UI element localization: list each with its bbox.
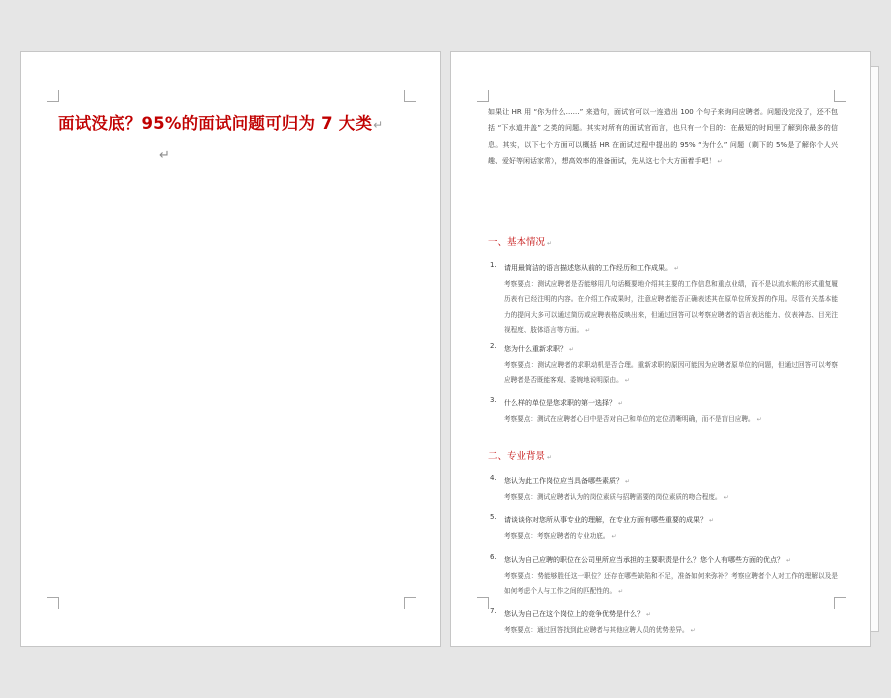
section-heading-text: 一、基本情况 <box>488 237 546 248</box>
paragraph-mark-icon: ↵ <box>674 265 680 272</box>
question-number: 5. <box>490 513 497 521</box>
margin-corner-mark <box>404 597 416 609</box>
question-text: 请用最简洁的语言描述您从前的工作经历和工作成果。 <box>504 264 672 272</box>
margin-corner-mark <box>834 90 846 102</box>
paragraph-mark-icon: ↵ <box>756 415 762 423</box>
document-page-1[interactable] <box>20 51 441 647</box>
question-item-6[interactable] <box>488 553 838 600</box>
section-heading-text: 二、专业背景 <box>488 451 546 462</box>
empty-paragraph-mark-icon: ↵ <box>159 148 170 163</box>
question-item-4[interactable] <box>488 474 838 505</box>
question-number: 4. <box>490 474 497 482</box>
question-text: 什么样的单位是您求职的第一选择？ <box>504 399 616 407</box>
question-note: 考察要点：势能够胜任这一职位？还存在哪些缺陷和不足，准备如何来弥补？考察应聘者个人对工作的理解以及是如何考虑个人与工作之间的匹配性的。 <box>504 571 838 595</box>
paragraph-mark-icon: ↵ <box>618 400 624 407</box>
question-note: 考察要点：通过回答找到此应聘者与其他应聘人员的优势差异。 <box>504 625 689 634</box>
margin-corner-mark <box>404 90 416 102</box>
paragraph-mark-icon: ↵ <box>624 377 630 384</box>
question-item-5[interactable] <box>488 513 838 544</box>
document-title-text: 面试没底？95%的面试问题可归为 7 大类 <box>58 114 373 133</box>
paragraph-mark-icon: ↵ <box>547 240 553 247</box>
question-number: 7. <box>490 607 497 615</box>
question-text: 您认为此工作岗位应当具备哪些素质？ <box>504 477 623 485</box>
question-number: 2. <box>490 342 497 350</box>
question-note: 考察要点：测试应聘者的求职动机是否合理。重新求职的原因可能因为应聘者原单位的问题，但通过回答可以考察应聘者是否既能客观、委婉地说明原由。 <box>504 360 838 384</box>
margin-corner-mark <box>47 597 59 609</box>
section-heading-professional-background[interactable] <box>488 448 552 462</box>
question-note: 考察要点：考察应聘者的专业功底。 <box>504 531 610 540</box>
question-note: 考察要点：测试应聘者认为的岗位素质与招聘需要的岗位素质的吻合程度。 <box>504 492 722 501</box>
document-title[interactable] <box>58 110 383 134</box>
paragraph-mark-icon: ↵ <box>569 346 575 353</box>
paragraph-mark-icon: ↵ <box>547 454 553 461</box>
question-item-1[interactable] <box>488 261 838 339</box>
question-item-7[interactable] <box>488 607 838 638</box>
question-note: 考察要点：测试应聘者是否能够用几句话概要地介绍其主要的工作信息和重点业绩，而不是以流水帐的形式重复履历表有已经注明的内容。在介绍工作成果时，注意应聘者能否正确表述其在原单位所发挥的作用。尽管有关基本能力的提问大多可以通过简历或应聘表格反映出来，但通过回答可以考察应聘者的语言表达能力、仪表神态、目光注视程度、肢体语言等方面。 <box>504 279 838 334</box>
question-item-2[interactable] <box>488 342 838 389</box>
paragraph-mark-icon: ↵ <box>618 588 624 595</box>
question-text: 请谈谈你对您所从事专业的理解，在专业方面有哪些重要的成果？ <box>504 516 707 524</box>
paragraph-mark-icon: ↵ <box>585 327 591 334</box>
question-item-3[interactable] <box>488 396 838 427</box>
margin-corner-mark <box>477 90 489 102</box>
document-page-2[interactable] <box>450 51 871 647</box>
paragraph-mark-icon: ↵ <box>690 626 696 634</box>
margin-corner-mark <box>47 90 59 102</box>
paragraph-mark-icon: ↵ <box>709 517 715 524</box>
question-number: 6. <box>490 553 497 561</box>
question-text: 您为什么重新求职？ <box>504 345 567 353</box>
question-number: 1. <box>490 261 497 269</box>
paragraph-mark-icon: ↵ <box>646 611 652 618</box>
section-heading-basic-info[interactable] <box>488 234 552 248</box>
paragraph-mark-icon: ↵ <box>717 157 723 165</box>
paragraph-mark-icon: ↵ <box>611 532 617 540</box>
intro-text: 如果让 HR 用 “你为什么……” 来造句，面试官可以一连造出 100 个句子来询问应聘者。问题没完没了，还不包括 “下水道井盖” 之类的问题。其实对所有的面试官而言，也只有一个目的：在最短的时间里了解到你最多的信息。其实，以下七个方面可以概括 HR 在面试过程中提出的 95% “为什么” 问题（剩下的 5%是了解你个人兴趣、爱好等闲话家常），想高效率的准备面试，先从这七个大方面着手吧！ <box>488 108 838 165</box>
question-number: 3. <box>490 396 497 404</box>
question-text: 您认为自己应聘的职位在公司里所应当承担的主要职责是什么？您个人有哪些方面的优点？ <box>504 556 784 564</box>
question-note: 考察要点：测试在应聘者心目中是否对自己和单位的定位清晰明确，而不是盲目应聘。 <box>504 414 755 423</box>
intro-paragraph[interactable] <box>488 104 838 170</box>
paragraph-mark-icon: ↵ <box>786 557 792 564</box>
paragraph-mark-icon: ↵ <box>625 478 631 485</box>
paragraph-mark-icon: ↵ <box>373 118 384 132</box>
paragraph-mark-icon: ↵ <box>723 493 729 501</box>
page-2-content <box>488 104 838 634</box>
question-text: 您认为自己在这个岗位上的竞争优势是什么？ <box>504 610 644 618</box>
